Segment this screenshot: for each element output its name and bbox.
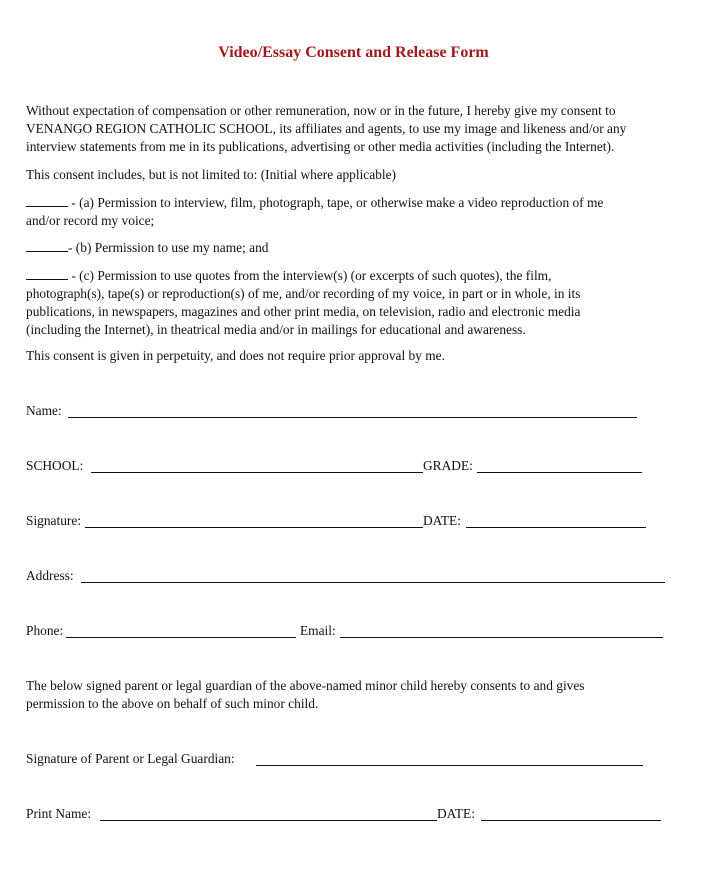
- print-name-input-line[interactable]: [100, 820, 437, 821]
- guardian-line: permission to the above on behalf of such minor child.: [26, 696, 319, 711]
- item-a-line: - (a) Permission to interview, film, photograph, tape, or otherwise make a video reproduction of me: [68, 195, 604, 210]
- email-input-line[interactable]: [340, 637, 663, 638]
- signature-input-line[interactable]: [85, 527, 423, 528]
- guardian-signature-input-line[interactable]: [256, 765, 643, 766]
- address-label: Address:: [26, 568, 74, 583]
- item-c-line: photograph(s), tape(s) or reproduction(s) of me, and/or recording of my voice, in part or in whole, in its: [26, 286, 581, 301]
- date-input-line[interactable]: [466, 527, 646, 528]
- perpetuity-text: This consent is given in perpetuity, and does not require prior approval by me.: [26, 348, 445, 363]
- date2-label: DATE:: [437, 806, 475, 821]
- grade-input-line[interactable]: [477, 472, 642, 473]
- guardian-signature-label: Signature of Parent or Legal Guardian:: [26, 751, 235, 766]
- phone-label: Phone:: [26, 623, 64, 638]
- item-a-line: and/or record my voice;: [26, 213, 155, 228]
- initial-blank-c[interactable]: [26, 266, 68, 280]
- signature-date-row: [26, 512, 651, 530]
- item-b-line: - (b) Permission to use my name; and: [68, 240, 269, 255]
- name-field-row: [26, 402, 646, 420]
- school-input-line[interactable]: [91, 472, 423, 473]
- item-c-line: - (c) Permission to use quotes from the interview(s) (or excerpts of such quotes), the film,: [68, 268, 552, 283]
- date-label: DATE:: [423, 513, 461, 528]
- permission-item-b: [26, 238, 696, 257]
- intro-line: Without expectation of compensation or other remuneration, now or in the future, I hereby give my consent to: [26, 103, 616, 118]
- school-label: SCHOOL:: [26, 458, 84, 473]
- phone-input-line[interactable]: [66, 637, 296, 638]
- name-input-line[interactable]: [68, 417, 637, 418]
- guardian-consent-paragraph: [26, 677, 696, 713]
- initial-blank-b[interactable]: [26, 238, 68, 252]
- signature-label: Signature:: [26, 513, 82, 528]
- grade-label: GRADE:: [423, 458, 473, 473]
- school-grade-row: [26, 457, 646, 475]
- guardian-signature-row: [26, 750, 651, 768]
- form-title: Video/Essay Consent and Release Form: [218, 44, 489, 61]
- print-name-date-row: [26, 805, 671, 823]
- name-label: Name:: [26, 403, 62, 418]
- item-c-line: (including the Internet), in theatrical media and/or in mailings for educational and awareness.: [26, 322, 526, 337]
- date2-input-line[interactable]: [481, 820, 661, 821]
- intro-paragraph: [26, 102, 696, 156]
- intro-line: VENANGO REGION CATHOLIC SCHOOL, its affiliates and agents, to use my image and likeness and/or any: [26, 121, 627, 136]
- email-label: Email:: [300, 623, 336, 638]
- print-name-label: Print Name:: [26, 806, 92, 821]
- initial-blank-a[interactable]: [26, 193, 68, 207]
- permission-item-c: [26, 266, 696, 339]
- guardian-line: The below signed parent or legal guardian of the above-named minor child hereby consents to and gives: [26, 678, 585, 693]
- phone-email-row: [26, 622, 671, 640]
- intro-line: interview statements from me in its publications, advertising or other media activities (including the Internet).: [26, 139, 615, 154]
- item-c-line: publications, in newspapers, magazines and other print media, on television, radio and electronic media: [26, 304, 581, 319]
- address-field-row: [26, 567, 671, 585]
- includes-text: This consent includes, but is not limited to: (Initial where applicable): [26, 167, 397, 182]
- address-input-line[interactable]: [81, 582, 665, 583]
- permission-item-a: [26, 193, 696, 230]
